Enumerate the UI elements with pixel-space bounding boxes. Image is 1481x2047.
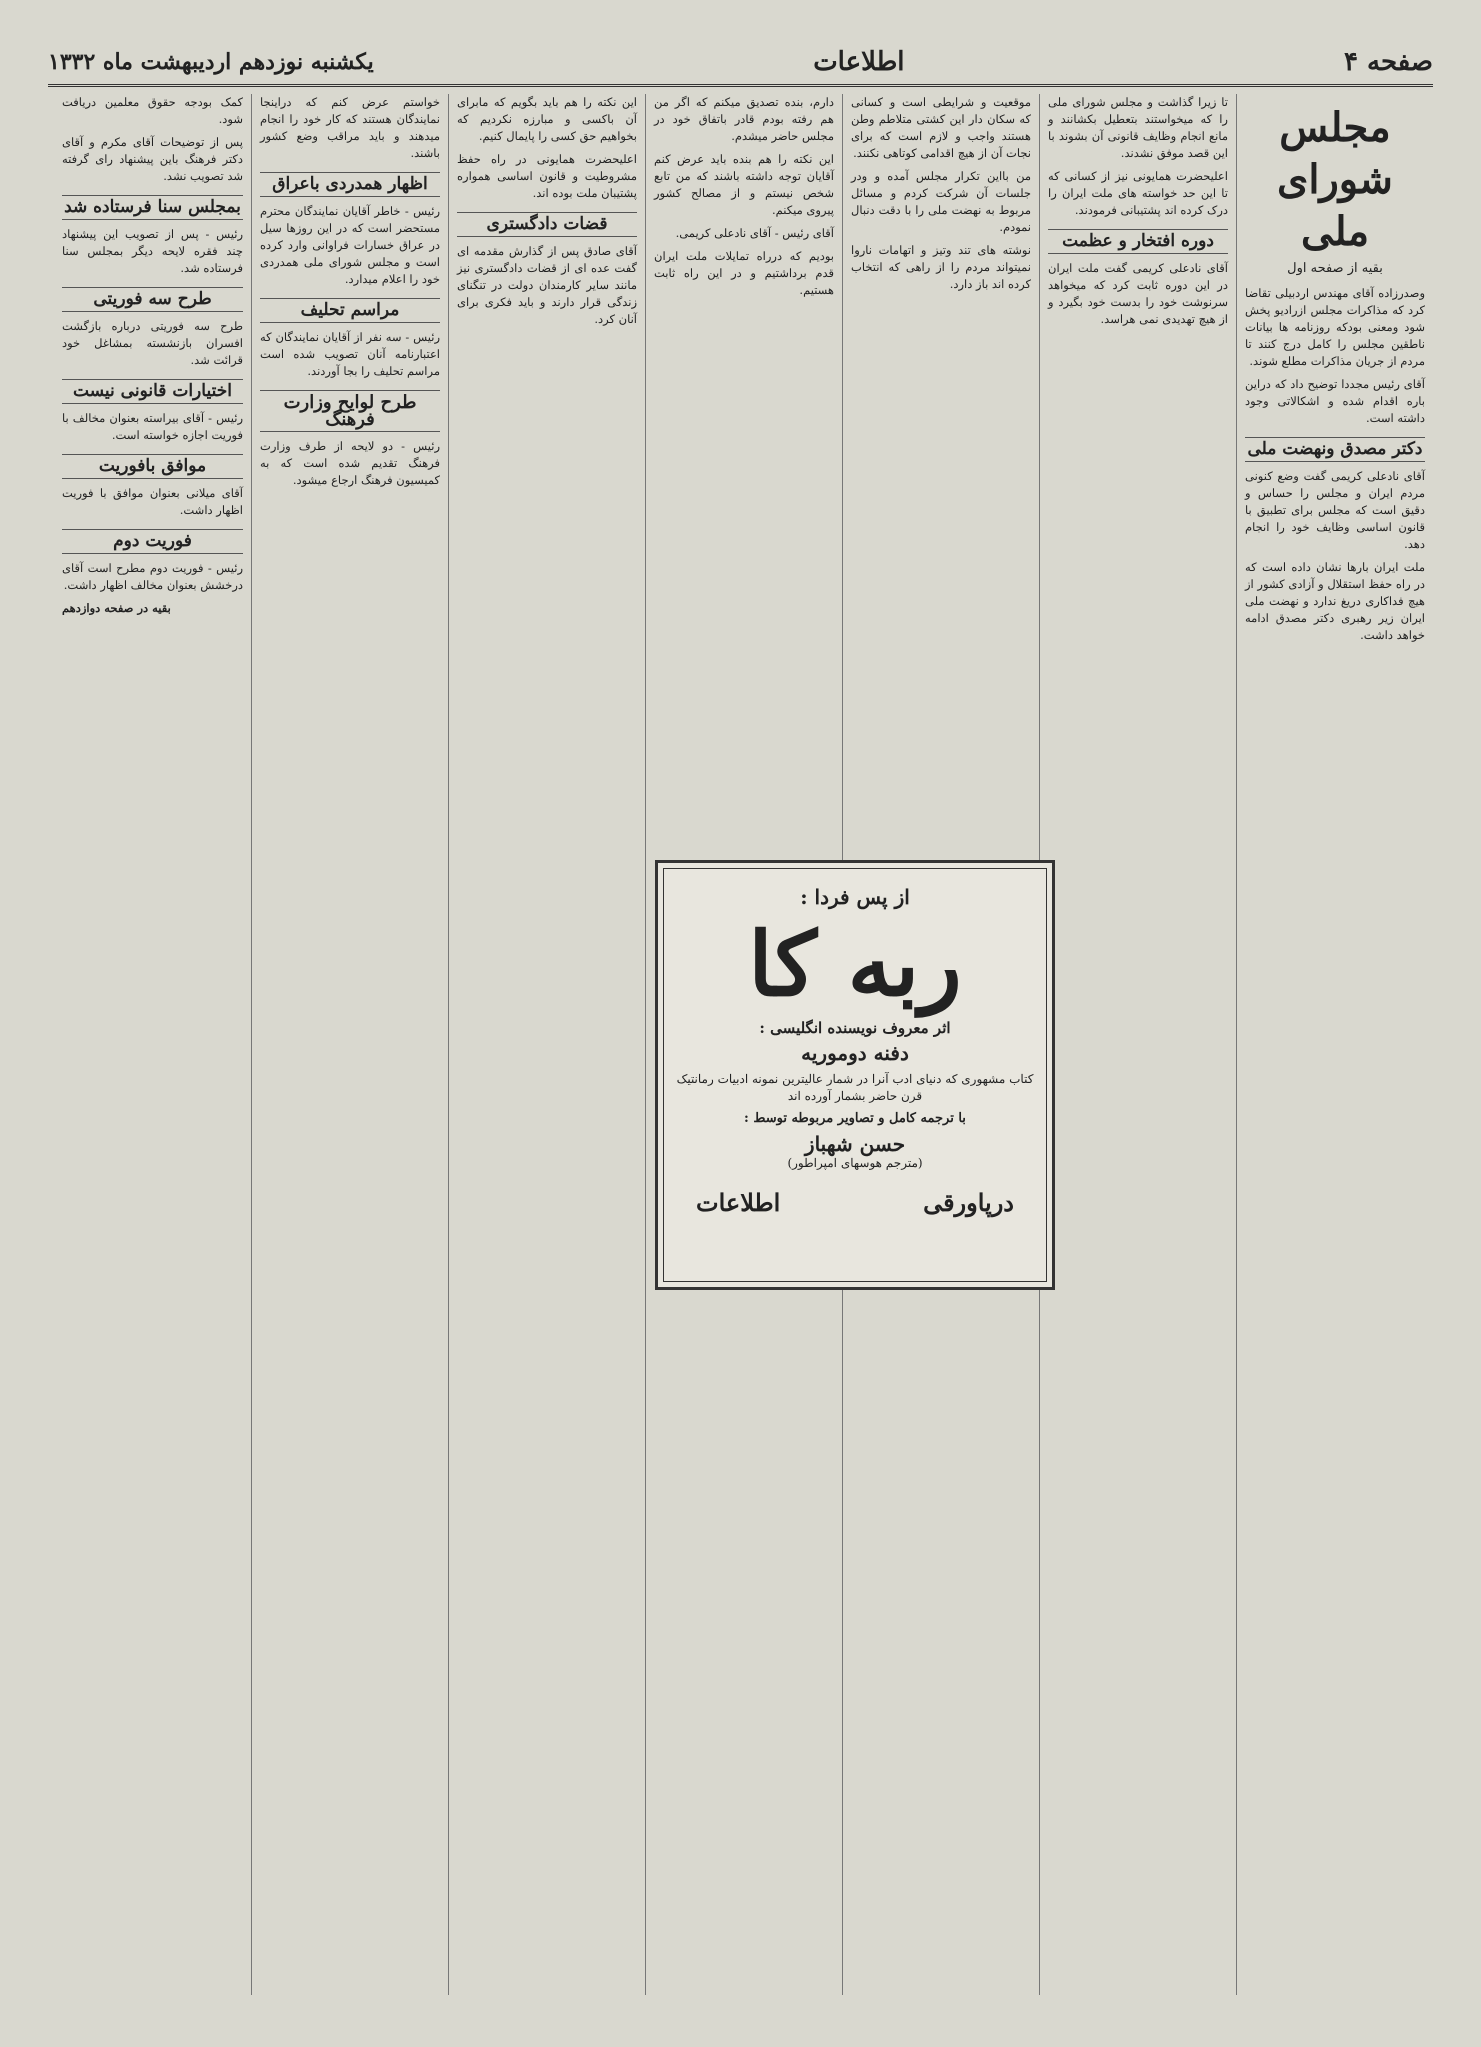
column-1: [1236, 94, 1433, 1995]
article-paragraph: رئیس - پس از تصویب این پیشنهاد چند فقره لایحه دیگر بمجلس سنا فرستاده شد.: [62, 227, 243, 275]
article-paragraph: اعلیحضرت همایونی نیز از کسانی که تا این حد خواسته های ملت ایران را درک کرده اند پشتیبانی فرمودند.: [1048, 169, 1228, 217]
masthead: [48, 40, 1433, 87]
column-5: [448, 94, 645, 1995]
article-paragraph: بودیم که درراه تمایلات ملت ایران قدم برداشتیم و در این راه ثابت هستیم.: [654, 249, 834, 297]
article-paragraph: آقای نادعلی کریمی گفت وضع کنونی مردم ایران و مجلس را حساس و دقیق است که مجلس برای تطبیق با قانون اساسی وظایف خود را انجام دهد.: [1245, 469, 1425, 551]
column-6: [251, 94, 448, 1995]
ad-from-tomorrow: از پس فردا :: [800, 885, 910, 909]
article-paragraph: من بااین تکرار مجلس آمده و ودر جلسات آن شرکت کردم و مسائل مربوط به نهضت ملی را با دقت دنبال نمودم.: [851, 169, 1031, 234]
article-paragraph: وصدرزاده آقای مهندس اردبیلی تقاضا کرد که مذاکرات مجلس ازرادیو پخش شود ومعنی بودکه روزنامه ها بیانات ناطقین مجلس را کامل درج کنند تا مردم از جریان مذاکرات مطلع شوند.: [1245, 286, 1425, 368]
article-paragraph: آقای رئیس مجددا توضیح داد که دراین باره اقدام شده و اشکالاتی وجود داشته است.: [1245, 377, 1425, 425]
section-heading: بمجلس سنا فرستاده شد: [62, 195, 243, 220]
article-paragraph: آقای نادعلی کریمی گفت ملت ایران در این دوره ثابت کرد که میخواهد سرنوشت خود را بدست خود بگیرد و از هیچ تهدیدی نمی هراسد.: [1048, 261, 1228, 326]
serial-advertisement: [655, 860, 1055, 1290]
section-heading: فوریت دوم: [62, 529, 243, 554]
article-paragraph: موقعیت و شرایطی است و کسانی که سکان دار این کشتی متلاطم وطن هستند واجب و لازم است که برای نجات آن از هیچ اقدامی کوتاهی نکنند.: [851, 95, 1031, 160]
ad-translator-note: (مترجم هوسهای امپراطور): [787, 1156, 923, 1170]
article-paragraph: رئیس - خاطر آقایان نمایندگان محترم مستحضر است که در این روزها سیل در عراق خسارات فراوانی وارد کرده است و مجلس شورای ملی همدردی خود را اعلام میدارد.: [260, 204, 440, 286]
article-paragraph: رئیس - دو لایحه از طرف وزارت فرهنگ تقدیم شده است که به کمیسیون فرهنگ ارجاع میشود.: [260, 439, 440, 487]
article-paragraph: اعلیحضرت همایونی در راه حفظ مشروطیت و قانون اساسی همواره پشتیبان ملت بوده اند.: [457, 152, 637, 200]
article-paragraph: آقای صادق پس از گذارش مقدمه ای گفت عده ای از قضات دادگستری نیز مانند سایر کارمندان دولت در تنگنای زندگی قرار دارند و باید فکری برای آنان کرد.: [457, 244, 637, 326]
section-heading: طرح لوایح وزارت فرهنگ: [260, 390, 440, 432]
article-paragraph: رئیس - آقای بیراسته بعنوان مخالف با فوریت اجازه خواسته است.: [62, 411, 243, 442]
page-number: صفحه ۴: [1344, 47, 1433, 77]
ad-description: کتاب مشهوری که دنیای ادب آنرا در شمار عالیترین نمونه ادبیات رمانتیک قرن حاضر بشمار آورده اند: [676, 1072, 1034, 1103]
column-2: [1039, 94, 1236, 1995]
section-heading: قضات دادگستری: [457, 212, 637, 237]
section-heading: اختیارات قانونی نیست: [62, 379, 243, 404]
article-paragraph: طرح سه فوریتی درباره بازگشت افسران بازنشسته بمشاغل خود قرائت شد.: [62, 319, 243, 367]
article-paragraph: رئیس - فوریت دوم مطرح است آقای درخشش بعنوان مخالف اظهار داشت.: [62, 561, 243, 592]
issue-date: یکشنبه نوزدهم اردیبهشت ماه ۱۳۳۲: [48, 49, 374, 75]
continued-on: بقیه در صفحه دوازدهم: [62, 601, 171, 615]
section-heading: دوره افتخار و عظمت: [1048, 229, 1228, 254]
article-paragraph: پس از توضیحات آقای مکرم و آقای دکتر فرهنگ باین پیشنهاد رای گرفته شد تصویب نشد.: [62, 135, 243, 183]
article-paragraph: رئیس - سه نفر از آقایان نمایندگان که اعتبارنامه آنان تصویب شده است مراسم تحلیف را بجا آوردند.: [260, 330, 440, 378]
ad-author-name: دفنه دوموریه: [801, 1041, 909, 1065]
article-paragraph: تا زیرا گذاشت و مجلس شورای ملی را که میخواستند بتعطیل بکشانند و مانع انجام وظایف قانونی آن بشوند با این قصد موفق نشدند.: [1048, 95, 1228, 160]
continued-from: بقیه از صفحه اول: [1287, 261, 1383, 276]
section-heading: موافق بافوریت: [62, 454, 243, 479]
section-heading: اظهار همدردی باعراق: [260, 172, 440, 197]
article-paragraph: آقای میلانی بعنوان موافق با فوریت اظهار داشت.: [62, 486, 243, 517]
ad-translator: حسن شهباز: [804, 1132, 906, 1156]
ad-footer-right: درپاورقی: [923, 1188, 1014, 1217]
article-paragraph: نوشته های تند وتیز و اتهامات ناروا نمیتواند مردم را از راهی که انتخاب کرده اند باز دارد.: [851, 243, 1031, 291]
ad-title: ربه کا: [748, 912, 962, 1016]
article-paragraph: این نکته را هم باید بگویم که مابرای آن باکسی و مبارزه نکردیم که بخواهیم حق کسی را پایمال کنیم.: [457, 95, 637, 143]
ad-author-label: اثر معروف نویسنده انگلیسی :: [759, 1019, 951, 1037]
article-paragraph: ملت ایران بارها نشان داده است که در راه حفظ استقلال و آزادی کشور از هیچ فداکاری دریغ ندارد و نهضت ملی ایران زیر رهبری دکتر مصدق ادامه خواهد داشت.: [1245, 560, 1425, 642]
article-paragraph: دارم، بنده تصدیق میکنم که اگر من هم رفته بودم قادر باتفاق خود در مجلس حاضر میشدم.: [654, 95, 834, 143]
article-paragraph: خواستم عرض کنم که دراینجا نمایندگان هستند که کار خود را انجام میدهند و باید مراقب وضع کشور باشند.: [260, 95, 440, 160]
section-heading: دکتر مصدق ونهضت ملی: [1245, 437, 1425, 462]
ad-translation-label: با ترجمه کامل و تصاویر مربوطه توسط :: [744, 1111, 966, 1126]
column-7: [54, 94, 251, 1995]
ad-footer-left: اطلاعات: [696, 1188, 781, 1217]
section-heading: مراسم تحلیف: [260, 298, 440, 323]
article-paragraph: کمک بودجه حقوق معلمین دریافت شود.: [62, 95, 243, 126]
newspaper-name: اطلاعات: [813, 47, 905, 77]
section-heading: طرح سه فوریتی: [62, 287, 243, 312]
article-paragraph: این نکته را هم بنده باید عرض کنم آقایان توجه داشته باشند که من تابع شخص نیستم و از مصالح کشور پیروی میکنم.: [654, 152, 834, 217]
article-paragraph: آقای رئیس - آقای نادعلی کریمی.: [675, 226, 834, 240]
main-headline: مجلس شورای ملی: [1277, 104, 1393, 255]
ad-footer: [676, 1188, 1034, 1217]
